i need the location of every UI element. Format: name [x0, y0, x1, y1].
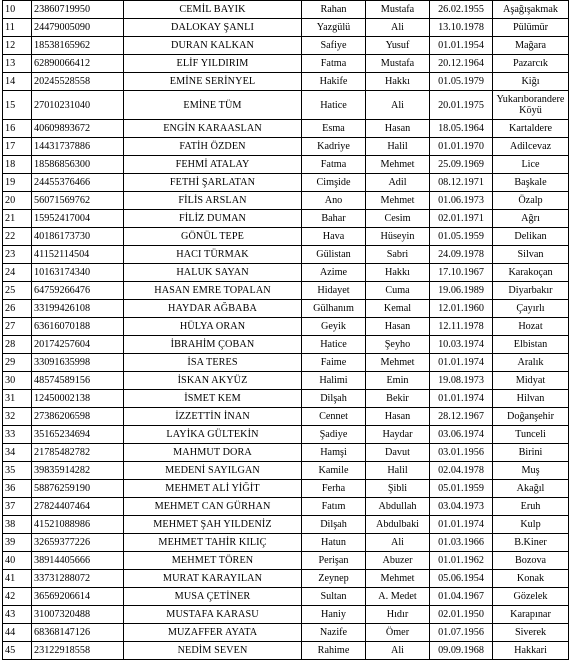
full-name-cell: MEHMET TAHİR KILIÇ — [124, 534, 302, 552]
father-name-cell: Abdullah — [366, 498, 430, 516]
table-row — [3, 156, 569, 174]
roster-table — [2, 0, 569, 660]
birth-date-cell: 01.01.1970 — [430, 138, 493, 156]
full-name-cell: DURAN KALKAN — [124, 37, 302, 55]
full-name-cell: GÖNÜL TEPE — [124, 228, 302, 246]
full-name-cell: FEHMİ ATALAY — [124, 156, 302, 174]
mother-name-cell: Kadriye — [302, 138, 366, 156]
birth-date-cell: 08.12.1971 — [430, 174, 493, 192]
birth-date-cell: 03.04.1973 — [430, 498, 493, 516]
father-name-cell: Kemal — [366, 300, 430, 318]
father-name-cell: Ali — [366, 91, 430, 120]
table-row — [3, 588, 569, 606]
birth-place-cell: Başkale — [493, 174, 569, 192]
full-name-cell: HAYDAR AĞBABA — [124, 300, 302, 318]
table-row — [3, 462, 569, 480]
table-row — [3, 264, 569, 282]
full-name-cell: İSKAN AKYÜZ — [124, 372, 302, 390]
full-name-cell: MEHMET ŞAH YILDENİZ — [124, 516, 302, 534]
id-number-cell: 41521088986 — [32, 516, 124, 534]
full-name-cell: HASAN EMRE TOPALAN — [124, 282, 302, 300]
father-name-cell: Hıdır — [366, 606, 430, 624]
father-name-cell: Mehmet — [366, 156, 430, 174]
row-number-cell: 16 — [3, 120, 32, 138]
birth-place-cell: B.Kiner — [493, 534, 569, 552]
birth-date-cell: 01.05.1959 — [430, 228, 493, 246]
mother-name-cell: Ferha — [302, 480, 366, 498]
father-name-cell: Şibli — [366, 480, 430, 498]
id-number-cell: 32659377226 — [32, 534, 124, 552]
mother-name-cell: Dilşah — [302, 516, 366, 534]
full-name-cell: FİLİS ARSLAN — [124, 192, 302, 210]
birth-place-cell: Kiğı — [493, 73, 569, 91]
table-row — [3, 174, 569, 192]
father-name-cell: Yusuf — [366, 37, 430, 55]
birth-place-cell: Konak — [493, 570, 569, 588]
full-name-cell: MEHMET ALİ YİĞİT — [124, 480, 302, 498]
mother-name-cell: Sultan — [302, 588, 366, 606]
full-name-cell: MURAT KARAYILAN — [124, 570, 302, 588]
mother-name-cell: Gülistan — [302, 246, 366, 264]
birth-date-cell: 26.02.1955 — [430, 1, 493, 19]
mother-name-cell: Azime — [302, 264, 366, 282]
table-row — [3, 354, 569, 372]
id-number-cell: 20174257604 — [32, 336, 124, 354]
full-name-cell: ENGİN KARAASLAN — [124, 120, 302, 138]
roster-body — [3, 1, 569, 660]
full-name-cell: FETHİ ŞARLATAN — [124, 174, 302, 192]
birth-place-cell: Pazarcık — [493, 55, 569, 73]
birth-place-cell: Bozova — [493, 552, 569, 570]
birth-place-cell: Tunceli — [493, 426, 569, 444]
birth-date-cell: 01.07.1956 — [430, 624, 493, 642]
full-name-cell: MUZAFFER AYATA — [124, 624, 302, 642]
table-row — [3, 73, 569, 91]
mother-name-cell: Dilşah — [302, 390, 366, 408]
row-number-cell: 34 — [3, 444, 32, 462]
birth-date-cell: 01.03.1966 — [430, 534, 493, 552]
row-number-cell: 14 — [3, 73, 32, 91]
table-row — [3, 19, 569, 37]
id-number-cell: 27824407464 — [32, 498, 124, 516]
table-row — [3, 426, 569, 444]
full-name-cell: İZZETTİN İNAN — [124, 408, 302, 426]
id-number-cell: 39835914282 — [32, 462, 124, 480]
row-number-cell: 32 — [3, 408, 32, 426]
father-name-cell: Halil — [366, 138, 430, 156]
father-name-cell: Davut — [366, 444, 430, 462]
mother-name-cell: Hamşi — [302, 444, 366, 462]
birth-date-cell: 01.01.1962 — [430, 552, 493, 570]
id-number-cell: 18586856300 — [32, 156, 124, 174]
birth-date-cell: 01.05.1979 — [430, 73, 493, 91]
full-name-cell: MEHMET CAN GÜRHAN — [124, 498, 302, 516]
row-number-cell: 29 — [3, 354, 32, 372]
birth-date-cell: 24.09.1978 — [430, 246, 493, 264]
birth-date-cell: 12.11.1978 — [430, 318, 493, 336]
father-name-cell: Ali — [366, 534, 430, 552]
father-name-cell: Hasan — [366, 318, 430, 336]
table-row — [3, 408, 569, 426]
birth-place-cell: Hozat — [493, 318, 569, 336]
full-name-cell: LAYİKA GÜLTEKİN — [124, 426, 302, 444]
row-number-cell: 41 — [3, 570, 32, 588]
table-row — [3, 300, 569, 318]
row-number-cell: 39 — [3, 534, 32, 552]
mother-name-cell: Cimşide — [302, 174, 366, 192]
row-number-cell: 33 — [3, 426, 32, 444]
birth-date-cell: 02.01.1950 — [430, 606, 493, 624]
id-number-cell: 56071569762 — [32, 192, 124, 210]
mother-name-cell: Cennet — [302, 408, 366, 426]
row-number-cell: 40 — [3, 552, 32, 570]
row-number-cell: 24 — [3, 264, 32, 282]
mother-name-cell: Hakife — [302, 73, 366, 91]
birth-place-cell: Doğanşehir — [493, 408, 569, 426]
full-name-cell: İSA TERES — [124, 354, 302, 372]
mother-name-cell: Yazgülü — [302, 19, 366, 37]
full-name-cell: CEMİL BAYIK — [124, 1, 302, 19]
full-name-cell: MEHMET TÖREN — [124, 552, 302, 570]
full-name-cell: HÜLYA ORAN — [124, 318, 302, 336]
row-number-cell: 37 — [3, 498, 32, 516]
id-number-cell: 27010231040 — [32, 91, 124, 120]
mother-name-cell: Zeynep — [302, 570, 366, 588]
id-number-cell: 33731288072 — [32, 570, 124, 588]
id-number-cell: 20245528558 — [32, 73, 124, 91]
row-number-cell: 17 — [3, 138, 32, 156]
roster-sheet — [2, 0, 568, 660]
father-name-cell: Hakkı — [366, 264, 430, 282]
mother-name-cell: Perişan — [302, 552, 366, 570]
row-number-cell: 22 — [3, 228, 32, 246]
mother-name-cell: Ano — [302, 192, 366, 210]
birth-date-cell: 19.08.1973 — [430, 372, 493, 390]
father-name-cell: Şeyho — [366, 336, 430, 354]
father-name-cell: Cesim — [366, 210, 430, 228]
full-name-cell: MUSA ÇETİNER — [124, 588, 302, 606]
id-number-cell: 36569206614 — [32, 588, 124, 606]
mother-name-cell: Gülhanım — [302, 300, 366, 318]
birth-date-cell: 01.04.1967 — [430, 588, 493, 606]
table-row — [3, 570, 569, 588]
row-number-cell: 38 — [3, 516, 32, 534]
table-row — [3, 210, 569, 228]
row-number-cell: 44 — [3, 624, 32, 642]
birth-date-cell: 02.01.1971 — [430, 210, 493, 228]
mother-name-cell: Fatma — [302, 156, 366, 174]
row-number-cell: 45 — [3, 642, 32, 660]
mother-name-cell: Şadiye — [302, 426, 366, 444]
birth-date-cell: 09.09.1968 — [430, 642, 493, 660]
father-name-cell: Ali — [366, 19, 430, 37]
full-name-cell: HACI TÜRMAK — [124, 246, 302, 264]
table-row — [3, 246, 569, 264]
birth-date-cell: 18.05.1964 — [430, 120, 493, 138]
birth-place-cell: Siverek — [493, 624, 569, 642]
id-number-cell: 14431737886 — [32, 138, 124, 156]
birth-place-cell: Hakkari — [493, 642, 569, 660]
table-row — [3, 318, 569, 336]
id-number-cell: 24479005090 — [32, 19, 124, 37]
birth-date-cell: 01.01.1974 — [430, 390, 493, 408]
father-name-cell: Mehmet — [366, 354, 430, 372]
table-row — [3, 516, 569, 534]
table-row — [3, 228, 569, 246]
table-row — [3, 120, 569, 138]
row-number-cell: 35 — [3, 462, 32, 480]
birth-place-cell: Gözelek — [493, 588, 569, 606]
birth-date-cell: 01.01.1954 — [430, 37, 493, 55]
full-name-cell: İBRAHİM ÇOBAN — [124, 336, 302, 354]
father-name-cell: Abuzer — [366, 552, 430, 570]
full-name-cell: FATİH ÖZDEN — [124, 138, 302, 156]
birth-date-cell: 20.01.1975 — [430, 91, 493, 120]
father-name-cell: Sabri — [366, 246, 430, 264]
mother-name-cell: Safiye — [302, 37, 366, 55]
row-number-cell: 27 — [3, 318, 32, 336]
mother-name-cell: Fatım — [302, 498, 366, 516]
father-name-cell: Abdulbaki — [366, 516, 430, 534]
row-number-cell: 18 — [3, 156, 32, 174]
id-number-cell: 41152114504 — [32, 246, 124, 264]
row-number-cell: 25 — [3, 282, 32, 300]
full-name-cell: HALUK SAYAN — [124, 264, 302, 282]
birth-date-cell: 17.10.1967 — [430, 264, 493, 282]
full-name-cell: EMİNE TÜM — [124, 91, 302, 120]
table-row — [3, 55, 569, 73]
birth-date-cell: 03.06.1974 — [430, 426, 493, 444]
id-number-cell: 35165234694 — [32, 426, 124, 444]
row-number-cell: 43 — [3, 606, 32, 624]
mother-name-cell: Hatice — [302, 336, 366, 354]
father-name-cell: Mehmet — [366, 570, 430, 588]
father-name-cell: A. Medet — [366, 588, 430, 606]
table-row — [3, 534, 569, 552]
birth-date-cell: 01.01.1974 — [430, 516, 493, 534]
father-name-cell: Hasan — [366, 408, 430, 426]
row-number-cell: 20 — [3, 192, 32, 210]
id-number-cell: 58876259190 — [32, 480, 124, 498]
id-number-cell: 64759266476 — [32, 282, 124, 300]
birth-place-cell: Kulp — [493, 516, 569, 534]
birth-date-cell: 03.01.1956 — [430, 444, 493, 462]
birth-date-cell: 05.06.1954 — [430, 570, 493, 588]
table-row — [3, 624, 569, 642]
birth-place-cell: Silvan — [493, 246, 569, 264]
birth-place-cell: Adilcevaz — [493, 138, 569, 156]
father-name-cell: Emin — [366, 372, 430, 390]
father-name-cell: Adil — [366, 174, 430, 192]
full-name-cell: MUSTAFA KARASU — [124, 606, 302, 624]
birth-place-cell: Diyarbakır — [493, 282, 569, 300]
id-number-cell: 10163174340 — [32, 264, 124, 282]
id-number-cell: 23122918558 — [32, 642, 124, 660]
birth-place-cell: Birini — [493, 444, 569, 462]
birth-place-cell: Karapınar — [493, 606, 569, 624]
row-number-cell: 13 — [3, 55, 32, 73]
mother-name-cell: Rahan — [302, 1, 366, 19]
row-number-cell: 23 — [3, 246, 32, 264]
id-number-cell: 40186173730 — [32, 228, 124, 246]
birth-date-cell: 02.04.1978 — [430, 462, 493, 480]
mother-name-cell: Hava — [302, 228, 366, 246]
birth-place-cell: Delikan — [493, 228, 569, 246]
row-number-cell: 30 — [3, 372, 32, 390]
birth-place-cell: Karakoçan — [493, 264, 569, 282]
birth-place-cell: Çayırlı — [493, 300, 569, 318]
birth-place-cell: Muş — [493, 462, 569, 480]
table-row — [3, 192, 569, 210]
birth-place-cell: Elbistan — [493, 336, 569, 354]
id-number-cell: 27386206598 — [32, 408, 124, 426]
birth-date-cell: 25.09.1969 — [430, 156, 493, 174]
row-number-cell: 21 — [3, 210, 32, 228]
table-row — [3, 372, 569, 390]
full-name-cell: FİLİZ DUMAN — [124, 210, 302, 228]
birth-place-cell: Pülümür — [493, 19, 569, 37]
id-number-cell: 24455376466 — [32, 174, 124, 192]
birth-date-cell: 19.06.1989 — [430, 282, 493, 300]
birth-place-cell: Akağıl — [493, 480, 569, 498]
birth-date-cell: 10.03.1974 — [430, 336, 493, 354]
table-row — [3, 480, 569, 498]
mother-name-cell: Nazife — [302, 624, 366, 642]
full-name-cell: NEDİM SEVEN — [124, 642, 302, 660]
full-name-cell: EMİNE SERİNYEL — [124, 73, 302, 91]
mother-name-cell: Halimi — [302, 372, 366, 390]
father-name-cell: Haydar — [366, 426, 430, 444]
mother-name-cell: Fatma — [302, 55, 366, 73]
id-number-cell: 18538165962 — [32, 37, 124, 55]
table-row — [3, 91, 569, 120]
father-name-cell: Bekir — [366, 390, 430, 408]
id-number-cell: 12450002138 — [32, 390, 124, 408]
birth-place-cell: Ağrı — [493, 210, 569, 228]
mother-name-cell: Rahime — [302, 642, 366, 660]
mother-name-cell: Faime — [302, 354, 366, 372]
birth-place-cell: Özalp — [493, 192, 569, 210]
table-row — [3, 606, 569, 624]
mother-name-cell: Haniy — [302, 606, 366, 624]
table-row — [3, 336, 569, 354]
id-number-cell: 23860719950 — [32, 1, 124, 19]
birth-place-cell: Yukarıborandere Köyü — [493, 91, 569, 120]
birth-place-cell: Lice — [493, 156, 569, 174]
id-number-cell: 21785482782 — [32, 444, 124, 462]
full-name-cell: İSMET KEM — [124, 390, 302, 408]
row-number-cell: 12 — [3, 37, 32, 55]
id-number-cell: 15952417004 — [32, 210, 124, 228]
full-name-cell: MEDENİ SAYILGAN — [124, 462, 302, 480]
mother-name-cell: Bahar — [302, 210, 366, 228]
mother-name-cell: Geyik — [302, 318, 366, 336]
birth-date-cell: 20.12.1964 — [430, 55, 493, 73]
row-number-cell: 19 — [3, 174, 32, 192]
row-number-cell: 10 — [3, 1, 32, 19]
birth-place-cell: Kartaldere — [493, 120, 569, 138]
father-name-cell: Hüseyin — [366, 228, 430, 246]
row-number-cell: 11 — [3, 19, 32, 37]
father-name-cell: Ali — [366, 642, 430, 660]
birth-date-cell: 01.01.1974 — [430, 354, 493, 372]
full-name-cell: ELİF YILDIRIM — [124, 55, 302, 73]
father-name-cell: Halil — [366, 462, 430, 480]
id-number-cell: 63616070188 — [32, 318, 124, 336]
mother-name-cell: Hidayet — [302, 282, 366, 300]
id-number-cell: 40609893672 — [32, 120, 124, 138]
father-name-cell: Mehmet — [366, 192, 430, 210]
id-number-cell: 62890066412 — [32, 55, 124, 73]
birth-date-cell: 28.12.1967 — [430, 408, 493, 426]
mother-name-cell: Kamile — [302, 462, 366, 480]
id-number-cell: 68368147126 — [32, 624, 124, 642]
father-name-cell: Ömer — [366, 624, 430, 642]
father-name-cell: Hakkı — [366, 73, 430, 91]
table-row — [3, 390, 569, 408]
row-number-cell: 36 — [3, 480, 32, 498]
father-name-cell: Mustafa — [366, 1, 430, 19]
father-name-cell: Cuma — [366, 282, 430, 300]
birth-date-cell: 12.01.1960 — [430, 300, 493, 318]
id-number-cell: 38914405666 — [32, 552, 124, 570]
birth-place-cell: Aşağışakmak — [493, 1, 569, 19]
row-number-cell: 26 — [3, 300, 32, 318]
birth-place-cell: Hilvan — [493, 390, 569, 408]
birth-place-cell: Eruh — [493, 498, 569, 516]
mother-name-cell: Esma — [302, 120, 366, 138]
father-name-cell: Mustafa — [366, 55, 430, 73]
table-row — [3, 444, 569, 462]
row-number-cell: 28 — [3, 336, 32, 354]
mother-name-cell: Hatice — [302, 91, 366, 120]
table-row — [3, 37, 569, 55]
birth-place-cell: Mağara — [493, 37, 569, 55]
birth-date-cell: 05.01.1959 — [430, 480, 493, 498]
table-row — [3, 642, 569, 660]
row-number-cell: 42 — [3, 588, 32, 606]
birth-place-cell: Aralık — [493, 354, 569, 372]
table-row — [3, 552, 569, 570]
id-number-cell: 33199426108 — [32, 300, 124, 318]
mother-name-cell: Hatun — [302, 534, 366, 552]
full-name-cell: DALOKAY ŞANLI — [124, 19, 302, 37]
row-number-cell: 31 — [3, 390, 32, 408]
table-row — [3, 282, 569, 300]
row-number-cell: 15 — [3, 91, 32, 120]
full-name-cell: MAHMUT DORA — [124, 444, 302, 462]
table-row — [3, 138, 569, 156]
id-number-cell: 33091635998 — [32, 354, 124, 372]
birth-date-cell: 01.06.1973 — [430, 192, 493, 210]
table-row — [3, 498, 569, 516]
table-row — [3, 1, 569, 19]
father-name-cell: Hasan — [366, 120, 430, 138]
id-number-cell: 31007320488 — [32, 606, 124, 624]
birth-place-cell: Midyat — [493, 372, 569, 390]
birth-date-cell: 13.10.1978 — [430, 19, 493, 37]
id-number-cell: 48574589156 — [32, 372, 124, 390]
